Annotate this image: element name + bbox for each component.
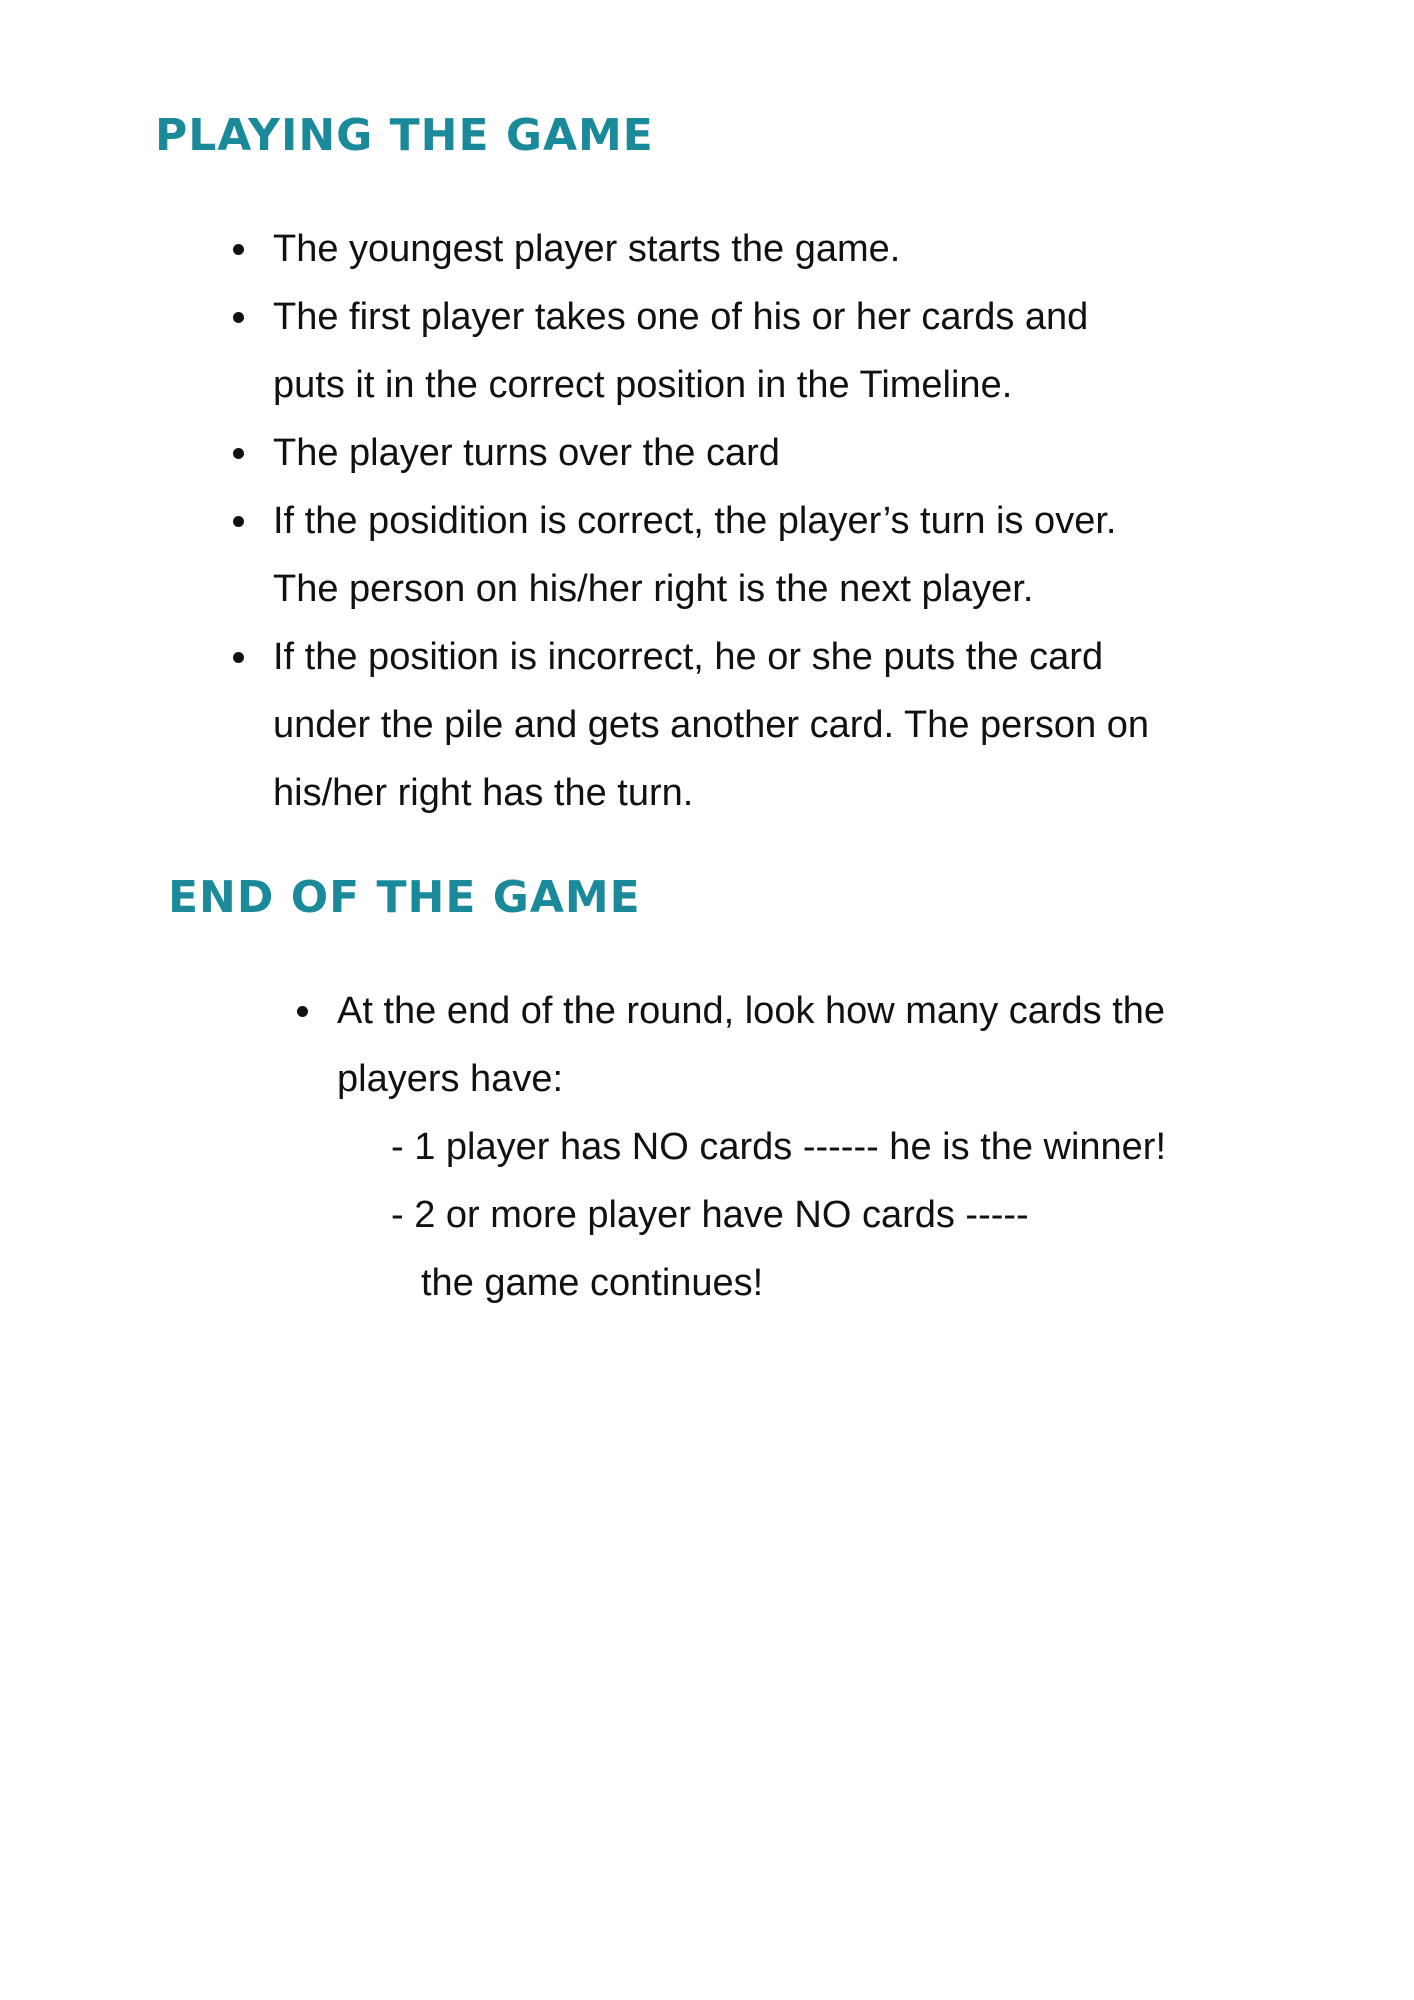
- list-item: [233, 623, 1149, 827]
- list-item: [233, 419, 1149, 487]
- list-item-text: players have:: [337, 1058, 564, 1100]
- sub-item-continue: - 2 or more player have NO cards -----: [391, 1194, 1029, 1236]
- list-item-text: If the posidition is correct, the player’s turn is over.: [273, 500, 1117, 542]
- sub-item-winner: - 1 player has NO cards ------ he is the winner!: [391, 1126, 1167, 1168]
- list-item-text: The person on his/her right is the next player.: [273, 568, 1034, 610]
- playing-rules-list: [233, 215, 1149, 827]
- list-item-text: At the end of the round, look how many cards the: [337, 990, 1166, 1032]
- list-item-text: If the position is incorrect, he or she puts the card: [273, 636, 1104, 678]
- list-item: [297, 977, 1166, 1317]
- list-item: [233, 487, 1149, 623]
- list-item-text: The youngest player starts the game.: [273, 228, 901, 270]
- list-item-text: under the pile and gets another card. The person on: [273, 704, 1150, 746]
- list-item: [233, 283, 1149, 419]
- list-item-text: The player turns over the card: [273, 432, 780, 474]
- end-rules-list: [297, 977, 1166, 1317]
- sub-item-continue-text: the game continues!: [421, 1262, 764, 1304]
- list-item-text: puts it in the correct position in the Timeline.: [273, 364, 1013, 406]
- list-item-text: The first player takes one of his or her cards and: [273, 296, 1089, 338]
- section-heading-end: END OF THE GAME: [168, 872, 641, 923]
- list-item-text: his/her right has the turn.: [273, 772, 694, 814]
- list-item: [233, 215, 1149, 283]
- section-heading-playing: PLAYING THE GAME: [155, 110, 654, 161]
